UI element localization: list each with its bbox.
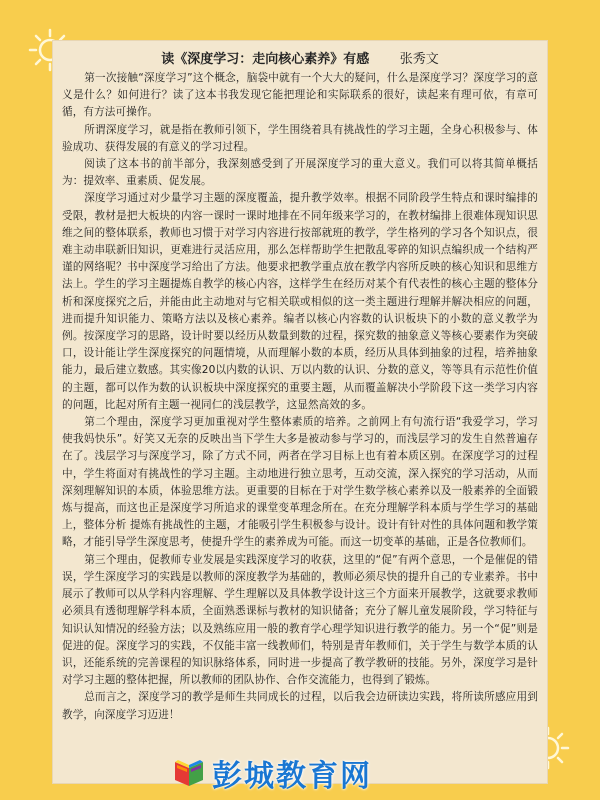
watermark [172,752,432,794]
watermark-text: 彭城教育网 [212,759,372,794]
colorful-book-icon [172,756,206,790]
document-paper [52,40,548,784]
document-title: 读《深度学习：走向核心素养》有感 [161,52,370,67]
paragraph: 阅读了这本书的前半部分，我深刻感受到了开展深度学习的重大意义。我们可以将其简单概括为：提效率、重素质、促发展。 [62,158,538,188]
paragraph: 第三个理由，促教师专业发展是实践深度学习的收获，这里的“促”有两个意思，一个是催促的错误，学生深度学习的实践是以教师的深度教学为基础的，教师必须尽快的提升自己的专业素养。书中展示了教师可以从学科内容理解、学生理解以及具体教学设计这三个方面来开展教学，这就要求教师必须具有透彻理解学科本质，全面熟悉课标与教材的知识储备；充分了解儿童发展阶段，学习特征与知识认知情况的经验方法；以及熟练应用一般的教育学心理学知识进行教学的能力。另一个“促”则是促进的促。深度学习的实践，不仅能丰富一线教师们，特别是青年教师们，关于学生与数学本质的认识，还能系统的完善课程的知识脉络体系，同时进一步提高了教学教研的技能。另外，深度学习是针对学习主题的整体把握，所以教师的团队协作、合作交流能力，也得到了锻炼。 [62,553,538,687]
document-body [62,70,538,780]
paragraph: 所谓深度学习，就是指在教师引领下，学生围绕着具有挑战性的学习主题，全身心积极参与、体验成功、获得发展的有意义的学习过程。 [62,123,538,153]
paragraph: 深度学习通过对少量学习主题的深度覆盖，提升教学效率。根据不同阶段学生特点和课时编排的受限，教材是把大板块的内容一课时一课时地排在不同年级来学习的，在教材编排上很难体现知识思维之间的整体联系，教师也习惯于对学习内容进行按部就班的教学，学生格列的学习各个知识点，很难主动串联新旧知识，更难进行灵活应用，那么怎样帮助学生把散乱零碎的知识点编织成一个结构严谨的网络呢？书中深度学习给出了方法。他要求把教学重点放在教学内容所反映的核心知识和思维方法上。学生的学习主题提炼自教学的核心内容，这样学生在经历对某个有代表性的核心主题的整体分析和深度探究之后，并能由此主动地对与它相关联或相似的这一类主题进行理解并解决相应的问题，进而提升知识能力、策略方法以及核心素养。编者以核心内容数的认识板块下的小数的意义教学为例。按深度学习的思路，设计时要以经历从数量到数的过程，探究数的抽象意义等核心要素作为突破口，设计能让学生深度探究的问题情境，从而理解小数的本质，经历从具体到抽象的过程，培养抽象能力，最后建立数感。其实像20以内数的认识、万以内数的认识、分数的意义，等等具有示范性价值的主题，都可以作为数的认识板块中深度探究的重要主题，从而覆盖解决小学阶段下这一类学习内容的问题，比起对所有主题一视同仁的浅层教学，这显然高效的多。 [62,192,538,411]
title-row [52,48,548,68]
paragraph: 总而言之，深度学习的教学是师生共同成长的过程，以后我会边研读边实践，将所读所感应用到教学，向深度学习迈进！ [62,691,538,721]
paragraph: 第二个理由，深度学习更加重视对学生整体素质的培养。之前网上有句流行语“我爱学习，学习使我妈快乐”。好笑又无奈的反映出当下学生大多是被动参与学习的，而浅层学习的发生自然普遍存在了。浅层学习与深度学习，除了方式不同，两者在学习目标上也有着本质区别。在深度学习的过程中，学生将面对有挑战性的学习主题。主动地进行独立思考，互动交流，深入探究的学习活动，从而深刻理解知识的本质，体验思维方法。更重要的目标在于对学生数学核心素养以及一般素养的全面锻炼与提高，而这也正是深度学习所追求的课堂变革理念所在。在充分理解学科本质与学生学习的基础上，整体分析 提炼有挑战性的主题，才能吸引学生积极参与设计。设计有针对性的具体问题和教学策略，才能引导学生深度思考，使提升学生的素养成为可能。而这一切变革的基础，正是各位教师们。 [62,416,538,549]
document-author: 张秀文 [399,52,439,67]
paragraph: 第一次接触“深度学习”这个概念，脑袋中就有一个大大的疑问，什么是深度学习？深度学习的意义是什么？如何进行？读了这本书我发现它能把理论和实际联系的很好，读起来有理可依，有章可循，有方法可操作。 [62,72,538,119]
